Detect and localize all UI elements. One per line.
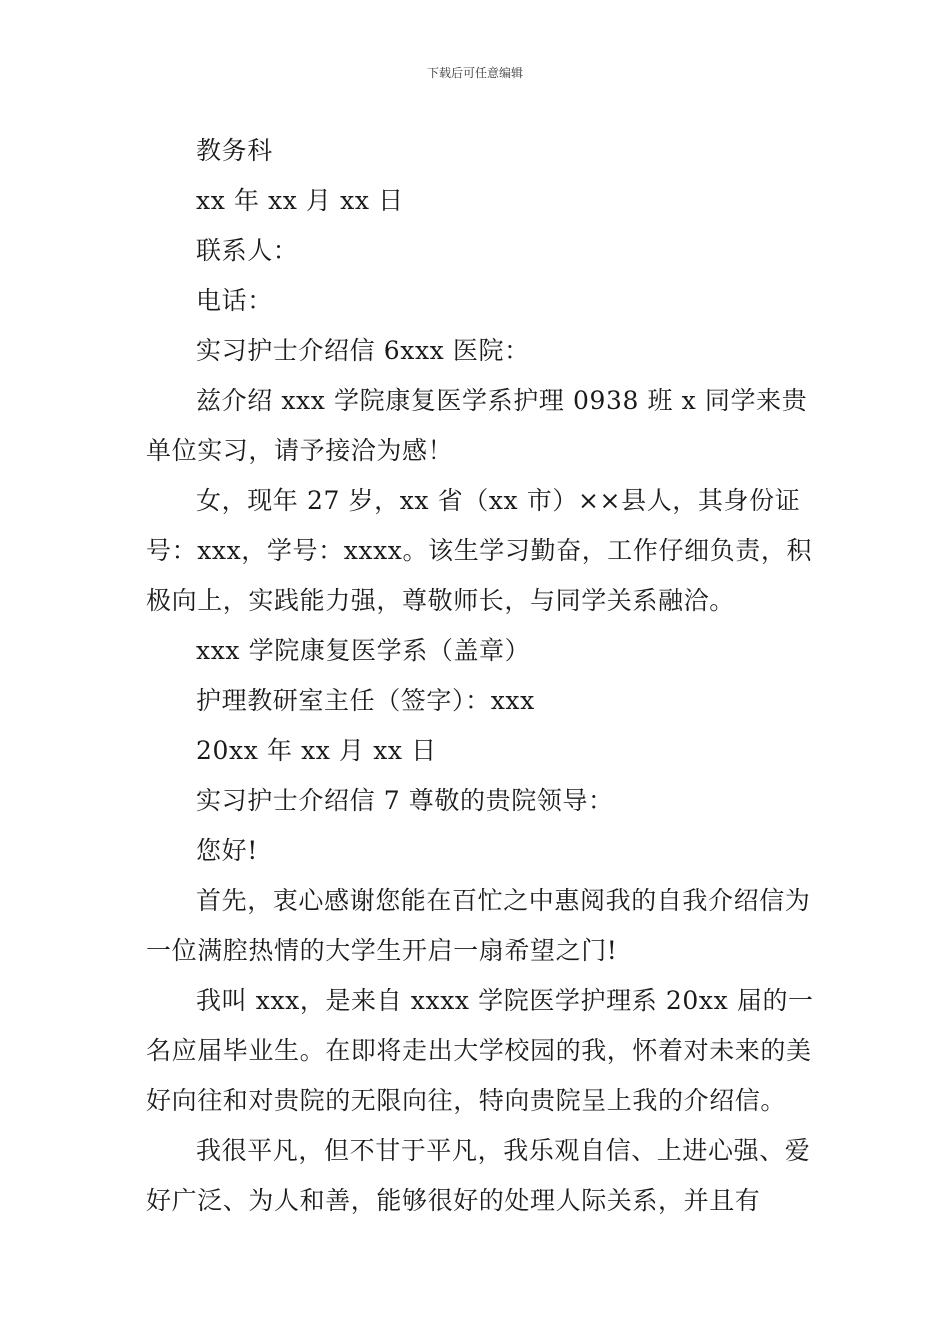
document-body — [146, 126, 818, 1226]
paragraph-self-intro: 我叫 xxx，是来自 xxxx 学院医学护理系 20xx 届的一名应届毕业生。在即将走出大学校园的我，怀着对未来的美好向往和对贵院的无限向往，特向贵院呈上我的介绍信。 — [146, 986, 814, 1115]
paragraph-personality: 我很平凡，但不甘于平凡，我乐观自信、上进心强、爱好广泛、为人和善，能够很好的处理人际关系，并且有 — [146, 1136, 811, 1215]
paragraph-thanks: 首先，衷心感谢您能在百忙之中惠阅我的自我介绍信为一位满腔热情的大学生开启一扇希望之门! — [146, 886, 811, 965]
paragraph-contact-person: 联系人： — [196, 236, 299, 265]
paragraph-department: 教务科 — [196, 136, 273, 165]
paragraph-stamp-line: xxx 学院康复医学系（盖章） — [196, 636, 531, 665]
paragraph-phone: 电话： — [196, 286, 273, 315]
paragraph-date: xx 年 xx 月 xx 日 — [196, 186, 404, 215]
paragraph-signing-date: 20xx 年 xx 月 xx 日 — [196, 736, 437, 765]
paragraph-letter7-heading: 实习护士介绍信 7 尊敬的贵院领导： — [196, 786, 614, 815]
paragraph-introduction: 兹介绍 xxx 学院康复医学系护理 0938 班 x 同学来贵单位实习，请予接洽为感！ — [146, 386, 808, 465]
paragraph-student-profile: 女，现年 27 岁，xx 省（xx 市）××县人，其身份证号：xxx，学号：xxxx。该生学习勤奋，工作仔细负责，积极向上，实践能力强，尊敬师长，与同学关系融洽。 — [146, 486, 813, 615]
paragraph-letter6-heading: 实习护士介绍信 6xxx 医院： — [196, 336, 530, 365]
header-note: 下载后可任意编辑 — [426, 66, 523, 80]
paragraph-greeting: 您好! — [196, 836, 258, 865]
paragraph-signature-line: 护理教研室主任（签字）：xxx — [196, 686, 535, 715]
